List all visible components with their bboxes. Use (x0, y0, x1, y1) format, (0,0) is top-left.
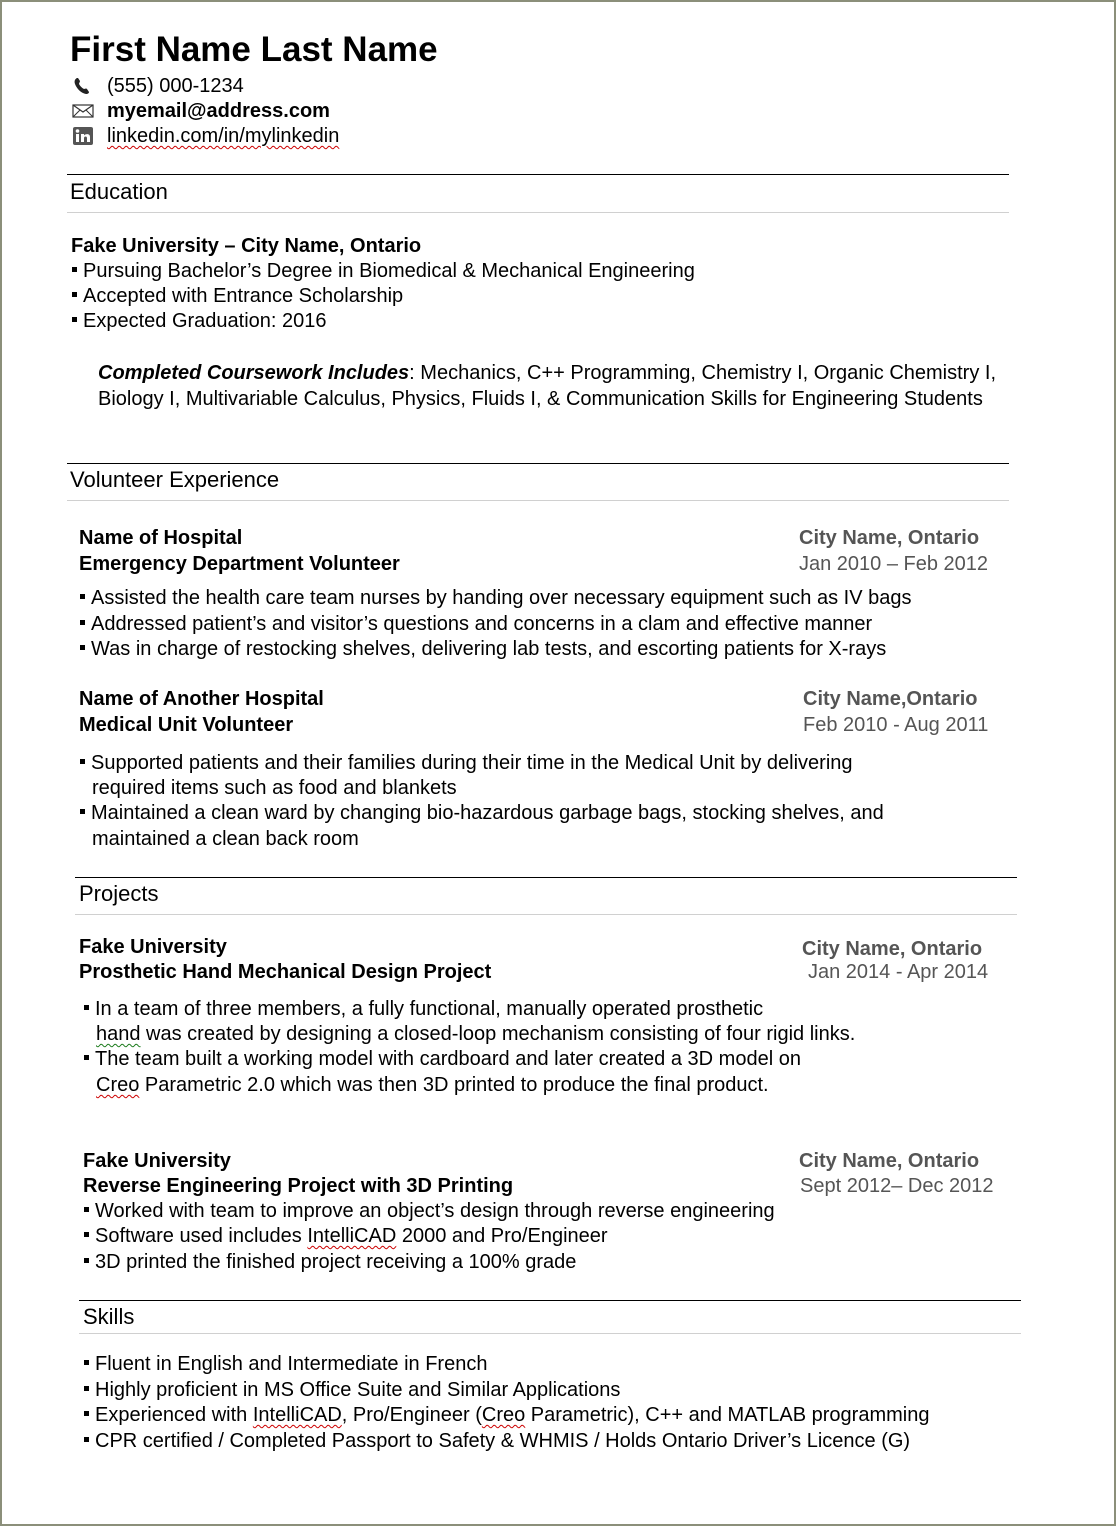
volunteer-location: City Name, Ontario (799, 527, 980, 549)
linkedin-url: linkedin.com/in/mylinkedin (107, 125, 340, 147)
skill-bullet (84, 1353, 487, 1376)
volunteer-bullet-continued: required items such as food and blankets (92, 777, 457, 799)
bullet-marker (84, 1386, 89, 1391)
volunteer-location: City Name,Ontario (803, 688, 978, 710)
bullet-marker (80, 645, 85, 650)
skills-top-rule (79, 1300, 1021, 1301)
volunteer-bullet-continued: maintained a clean back room (92, 828, 359, 850)
bullet-text: , Pro/Engineer ( (341, 1404, 482, 1426)
bullet-marker (80, 809, 85, 814)
bullet-marker (84, 1411, 89, 1416)
skill-bullet (84, 1404, 929, 1427)
education-bottom-rule (67, 212, 1009, 213)
projects-top-rule (75, 877, 1017, 878)
volunteer-bullet (80, 638, 886, 661)
bullet-text: Fluent in English and Intermediate in French (95, 1353, 488, 1375)
bullet-text: CPR certified / Completed Passport to Safety & WHMIS / Holds Ontario Driver’s Licence (G) (95, 1430, 911, 1452)
bullet-text: Experienced with (95, 1404, 253, 1426)
volunteer-bullet (80, 802, 884, 825)
education-location: – City Name, Ontario (224, 235, 422, 257)
bullet-text: Assisted the health care team nurses by handing over necessary equipment such as IV bags (91, 587, 912, 609)
bullet-marker (84, 1055, 89, 1060)
education-top-rule (67, 174, 1009, 175)
bullet-marker (72, 292, 77, 297)
email-address: myemail@address.com (107, 100, 330, 122)
project-bullet (84, 1200, 775, 1223)
skill-bullet (84, 1379, 620, 1402)
education-bullet (72, 285, 403, 308)
bullet-text: Supported patients and their families during their time in the Medical Unit by delivering (91, 752, 853, 774)
envelope-icon (72, 102, 94, 120)
bullet-marker (80, 594, 85, 599)
bullet-text: In a team of three members, a fully functional, manually operated prosthetic (95, 998, 764, 1020)
bullet-marker (84, 1207, 89, 1212)
bullet-text: Maintained a clean ward by changing bio-hazardous garbage bags, stocking shelves, and (91, 802, 884, 824)
bullet-marker (80, 620, 85, 625)
flagged-word: IntelliCAD (307, 1225, 397, 1247)
coursework-paragraph (98, 360, 998, 412)
education-school: Fake University (71, 235, 219, 257)
flagged-word: IntelliCAD (252, 1404, 342, 1426)
bullet-text: Software used includes (95, 1225, 308, 1247)
bullet-text: 3D printed the finished project receiving a 100% grade (95, 1251, 577, 1273)
volunteer-bullet (80, 587, 911, 610)
skills-heading: Skills (83, 1304, 135, 1329)
flagged-word: Creo (481, 1404, 526, 1426)
project-bullet-continued (96, 1074, 769, 1097)
bullet-text: Parametric 2.0 which was then 3D printed to produce the final product. (139, 1074, 769, 1096)
volunteer-role: Medical Unit Volunteer (79, 714, 294, 736)
phone-icon (72, 77, 94, 95)
flagged-word: Creo (96, 1074, 140, 1096)
volunteer-top-rule (67, 463, 1009, 464)
project-bullet (84, 1225, 608, 1248)
bullet-marker (84, 1360, 89, 1365)
bullet-text: Highly proficient in MS Office Suite and Similar Applications (95, 1379, 621, 1401)
projects-heading: Projects (79, 881, 159, 906)
bullet-text: Worked with team to improve an object’s design through reverse engineering (95, 1200, 775, 1222)
bullet-text: Accepted with Entrance Scholarship (83, 285, 404, 307)
education-bullet (72, 260, 695, 283)
volunteer-bullet (80, 613, 872, 636)
project-title: Reverse Engineering Project with 3D Printing (83, 1175, 514, 1197)
coursework-text: : Mechanics, C++ Programming, Chemistry I, Organic Chemistry I, Biology I, Multivariable Calculus, Physics, Fluids I, & Communication Skills for Engineering Students (98, 362, 997, 410)
bullet-marker (84, 1232, 89, 1237)
education-school-line (71, 235, 421, 258)
bullet-marker (80, 759, 85, 764)
bullet-marker (72, 317, 77, 322)
bullet-text: The team built a working model with cardboard and later created a 3D model on (95, 1048, 801, 1070)
bullet-text: Pursuing Bachelor’s Degree in Biomedical & Mechanical Engineering (83, 260, 695, 282)
flagged-word: hand (96, 1023, 141, 1045)
bullet-marker (84, 1258, 89, 1263)
bullet-marker (84, 1437, 89, 1442)
project-location: City Name, Ontario (802, 938, 983, 960)
project-dates: Jan 2014 - Apr 2014 (808, 961, 989, 983)
bullet-text: Addressed patient’s and visitor’s questions and concerns in a clam and effective manner (91, 613, 873, 635)
volunteer-role: Emergency Department Volunteer (79, 553, 400, 575)
project-bullet-continued (96, 1023, 855, 1046)
volunteer-bottom-rule (67, 500, 1009, 501)
project-dates: Sept 2012– Dec 2012 (800, 1175, 994, 1197)
education-bullet (72, 310, 327, 333)
bullet-text: Expected Graduation: 2016 (83, 310, 327, 332)
project-bullet (84, 1251, 576, 1274)
candidate-name: First Name Last Name (70, 30, 438, 69)
volunteer-bullet (80, 752, 853, 775)
project-org: Fake University (83, 1150, 231, 1172)
projects-bottom-rule (75, 914, 1017, 915)
volunteer-dates: Jan 2010 – Feb 2012 (799, 553, 989, 575)
project-bullet (84, 1048, 801, 1071)
education-heading: Education (70, 179, 168, 204)
skills-bottom-rule (79, 1333, 1021, 1334)
project-location: City Name, Ontario (799, 1150, 980, 1172)
bullet-marker (72, 267, 77, 272)
bullet-text: Was in charge of restocking shelves, delivering lab tests, and escorting patients for X-rays (91, 638, 887, 660)
bullet-text: Parametric), C++ and MATLAB programming (525, 1404, 930, 1426)
project-title: Prosthetic Hand Mechanical Design Project (79, 961, 492, 983)
volunteer-dates: Feb 2010 - Aug 2011 (803, 714, 989, 736)
bullet-text: was created by designing a closed-loop mechanism consisting of four rigid links. (140, 1023, 856, 1045)
phone-number: (555) 000-1234 (107, 75, 244, 97)
project-org: Fake University (79, 936, 227, 958)
bullet-text: 2000 and Pro/Engineer (396, 1225, 608, 1247)
coursework-label: Completed Coursework Includes (98, 362, 410, 384)
volunteer-org: Name of Hospital (79, 527, 243, 549)
bullet-marker (84, 1005, 89, 1010)
volunteer-org: Name of Another Hospital (79, 688, 324, 710)
volunteer-heading: Volunteer Experience (70, 467, 280, 492)
linkedin-icon (72, 127, 94, 145)
project-bullet (84, 998, 763, 1021)
skill-bullet (84, 1430, 910, 1453)
